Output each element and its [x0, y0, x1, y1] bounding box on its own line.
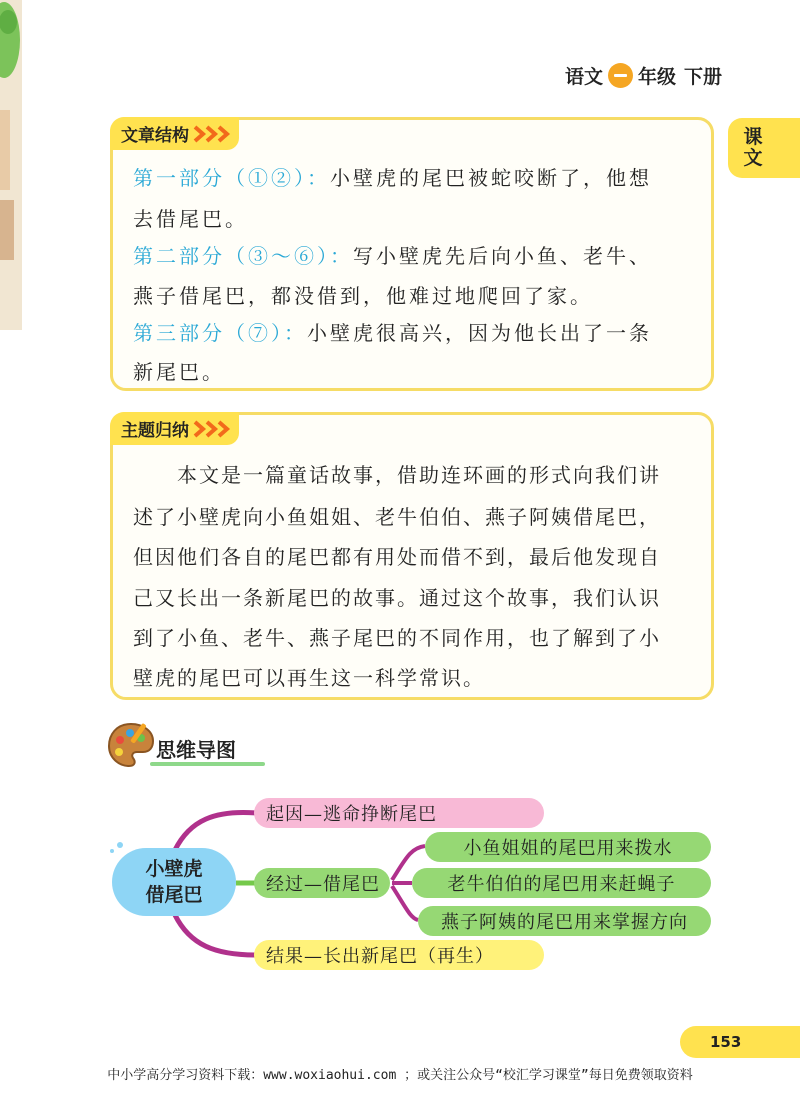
- subject-label: 语文: [565, 65, 604, 88]
- part-two-heading: 第二部分（③～⑥）：: [133, 244, 353, 268]
- page-number-tab: [680, 1026, 800, 1058]
- part-one-text: 小壁虎的尾巴被蛇咬断了，他想: [330, 166, 652, 190]
- structure-line-4: [133, 280, 593, 309]
- side-tab-char-2: 文: [743, 147, 763, 169]
- process-sub-node-1: 小鱼姐姐的尾巴用来拨水: [425, 832, 711, 862]
- process-sub-node-2: 老牛伯伯的尾巴用来赶蝇子: [412, 868, 711, 898]
- grade-one-badge: [608, 63, 633, 88]
- process-sub-node-3: 燕子阿姨的尾巴用来掌握方向: [418, 906, 711, 936]
- page-header: [565, 60, 722, 90]
- theme-line-2: 述了小壁虎向小鱼姐姐、老牛伯伯、燕子阿姨借尾巴，: [133, 505, 661, 529]
- structure-line-5: [133, 317, 652, 346]
- part-two-text: 写小壁虎先后向小鱼、老牛、: [353, 244, 652, 268]
- structure-card-label: [110, 117, 239, 150]
- result-node: 结果—长出新尾巴（再生）: [254, 940, 544, 970]
- part-three-text-cont: 新尾巴。: [133, 360, 225, 384]
- theme-card: [110, 412, 714, 700]
- theme-line-4: 己又长出一条新尾巴的故事。通过这个故事，我们认识: [133, 586, 661, 610]
- center-line-2: 借尾巴: [145, 884, 203, 906]
- part-one-heading: 第一部分（①②）：: [133, 166, 330, 190]
- center-line-1: 小壁虎: [145, 858, 203, 880]
- structure-line-3: [133, 240, 652, 269]
- theme-line-3: 但因他们各自的尾巴都有用处而借不到，最后他发现自: [133, 545, 661, 569]
- part-one-text-cont: 去借尾巴。: [133, 207, 248, 231]
- structure-label-text: 文章结构: [121, 126, 189, 146]
- chevrons-icon: [193, 420, 233, 438]
- process-node: 经过—借尾巴: [254, 868, 390, 898]
- mindmap-title: 思维导图: [156, 738, 236, 762]
- part-three-text: 小壁虎很高兴，因为他长出了一条: [307, 321, 652, 345]
- theme-label-text: 主题归纳: [121, 421, 189, 441]
- section-side-tab: [728, 118, 800, 178]
- palette-icon: [106, 720, 156, 770]
- mindmap-title-underline: [150, 762, 265, 766]
- grade-label: 年级: [638, 65, 677, 88]
- footer-notice: 中小学高分学习资料下载：www.woxiaohui.com ；或关注公众号“校汇学习课堂”每日免费领取资料: [107, 1068, 693, 1083]
- volume-label: 下册: [684, 65, 723, 88]
- theme-card-label: [110, 412, 239, 445]
- page-edge-illustration: [0, 0, 22, 330]
- structure-line-1: [133, 162, 652, 191]
- part-three-heading: 第三部分（⑦）：: [133, 321, 307, 345]
- structure-line-6: [133, 356, 225, 385]
- page-number: 153: [710, 1033, 742, 1051]
- part-two-text-cont: 燕子借尾巴，都没借到，他难过地爬回了家。: [133, 284, 593, 308]
- side-tab-char-1: 课: [743, 126, 763, 148]
- theme-line-1: 本文是一篇童话故事，借助连环画的形式向我们讲: [133, 463, 661, 487]
- chevrons-icon: [193, 125, 233, 143]
- cause-node: 起因—逃命挣断尾巴: [254, 798, 544, 828]
- structure-line-2: [133, 203, 248, 232]
- theme-line-5: 到了小鱼、老牛、燕子尾巴的不同作用，也了解到了小: [133, 626, 661, 650]
- theme-line-6: 壁虎的尾巴可以再生这一科学常识。: [133, 666, 485, 690]
- mindmap-center-node: [112, 848, 236, 916]
- structure-card: [110, 117, 714, 391]
